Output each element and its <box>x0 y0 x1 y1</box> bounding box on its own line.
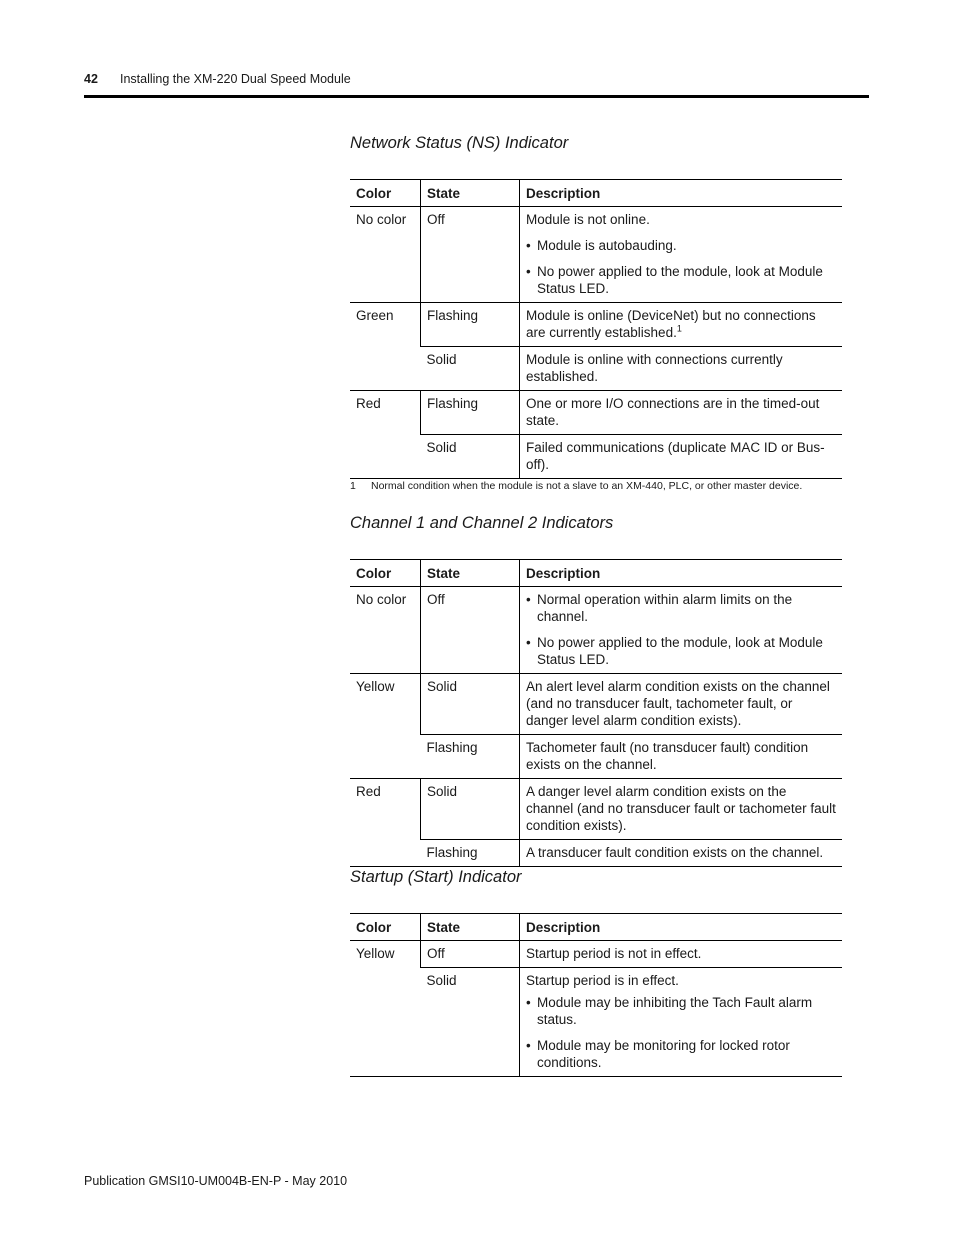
state-cell: Solid <box>421 435 520 479</box>
description-cell <box>520 303 843 347</box>
description-text: A danger level alarm condition exists on the channel (and no transducer fault or tachometer fault condition exists). <box>526 784 836 833</box>
state-cell: Flashing <box>421 840 520 867</box>
ns-indicator-table <box>350 179 842 479</box>
description-text-body: Module is online (DeviceNet) but no connections are currently established. <box>526 308 816 340</box>
footnote <box>350 480 802 492</box>
color-cell: Red <box>350 779 421 867</box>
running-title: Installing the XM-220 Dual Speed Module <box>120 72 351 86</box>
description-cell <box>520 347 843 391</box>
column-header: Description <box>520 180 843 207</box>
header-rule <box>84 95 869 98</box>
description-cell <box>520 840 843 867</box>
page-header <box>84 72 351 86</box>
description-text: A transducer fault condition exists on the channel. <box>526 845 824 860</box>
state-cell: Off <box>421 207 520 303</box>
description-text: An alert level alarm condition exists on the channel (and no transducer fault, tachometer fault, or danger level alarm condition exists). <box>526 679 830 728</box>
state-cell: Solid <box>421 674 520 735</box>
column-header: Description <box>520 914 843 941</box>
description-cell <box>520 674 843 735</box>
description-text: Tachometer fault (no transducer fault) condition exists on the channel. <box>526 740 809 772</box>
table-row <box>350 941 842 968</box>
table-row <box>350 435 842 479</box>
description-text: Module is not online. <box>526 212 650 227</box>
state-cell: Off <box>421 587 520 674</box>
state-cell: Solid <box>421 968 520 1077</box>
description-cell <box>520 391 843 435</box>
table-header-row <box>350 560 842 587</box>
description-text: Startup period is not in effect. <box>526 946 702 961</box>
table-row <box>350 735 842 779</box>
description-text: Module is online with connections currently established. <box>526 352 783 384</box>
table-row <box>350 391 842 435</box>
column-header: State <box>421 180 520 207</box>
table-row <box>350 207 842 303</box>
description-cell <box>520 941 843 968</box>
state-cell: Solid <box>421 347 520 391</box>
footnote-text: Normal condition when the module is not a slave to an XM-440, PLC, or other master device. <box>371 480 803 492</box>
section-title-channel: Channel 1 and Channel 2 Indicators <box>350 514 614 532</box>
description-text <box>526 307 836 341</box>
color-cell: Yellow <box>350 674 421 779</box>
page-footer: Publication GMSI10-UM004B-EN-P - May 2010 <box>84 1174 348 1188</box>
startup-indicator-table <box>350 913 842 1077</box>
description-text: One or more I/O connections are in the timed-out state. <box>526 396 820 428</box>
description-cell <box>520 207 843 303</box>
channel-indicator-table <box>350 559 842 867</box>
color-cell: Yellow <box>350 941 421 1077</box>
description-bullet: • Module may be monitoring for locked rotor conditions. <box>526 1037 836 1071</box>
table-header-row <box>350 914 842 941</box>
color-cell: No color <box>350 207 421 303</box>
state-cell: Off <box>421 941 520 968</box>
description-bullet: • No power applied to the module, look at Module Status LED. <box>526 634 836 668</box>
state-cell: Solid <box>421 779 520 840</box>
page-number: 42 <box>84 72 98 86</box>
description-cell <box>520 435 843 479</box>
description-cell <box>520 779 843 840</box>
state-cell: Flashing <box>421 303 520 347</box>
description-bullet: • No power applied to the module, look at Module Status LED. <box>526 263 836 297</box>
table-header-row <box>350 180 842 207</box>
section-title-startup: Startup (Start) Indicator <box>350 868 522 886</box>
description-cell <box>520 735 843 779</box>
column-header: Color <box>350 180 421 207</box>
table-row <box>350 968 842 1077</box>
color-cell: No color <box>350 587 421 674</box>
column-header: State <box>421 914 520 941</box>
table-row <box>350 587 842 674</box>
table-row <box>350 779 842 840</box>
section-title-ns: Network Status (NS) Indicator <box>350 134 569 152</box>
description-cell <box>520 587 843 674</box>
state-cell: Flashing <box>421 391 520 435</box>
description-cell <box>520 968 843 1077</box>
description-text: Failed communications (duplicate MAC ID or Bus-off). <box>526 440 825 472</box>
description-bullet: • Normal operation within alarm limits on the channel. <box>526 591 836 625</box>
column-header: Description <box>520 560 843 587</box>
column-header: Color <box>350 560 421 587</box>
table-row <box>350 303 842 347</box>
footnote-number: 1 <box>350 480 356 492</box>
table-row <box>350 347 842 391</box>
color-cell: Green <box>350 303 421 391</box>
color-cell: Red <box>350 391 421 479</box>
table-row <box>350 840 842 867</box>
column-header: Color <box>350 914 421 941</box>
state-cell: Flashing <box>421 735 520 779</box>
description-bullet: • Module is autobauding. <box>526 237 836 254</box>
description-bullet: • Module may be inhibiting the Tach Fault alarm status. <box>526 994 836 1028</box>
column-header: State <box>421 560 520 587</box>
footnote-reference: 1 <box>676 323 682 334</box>
table-row <box>350 674 842 735</box>
description-text: Startup period is in effect. <box>526 973 679 988</box>
